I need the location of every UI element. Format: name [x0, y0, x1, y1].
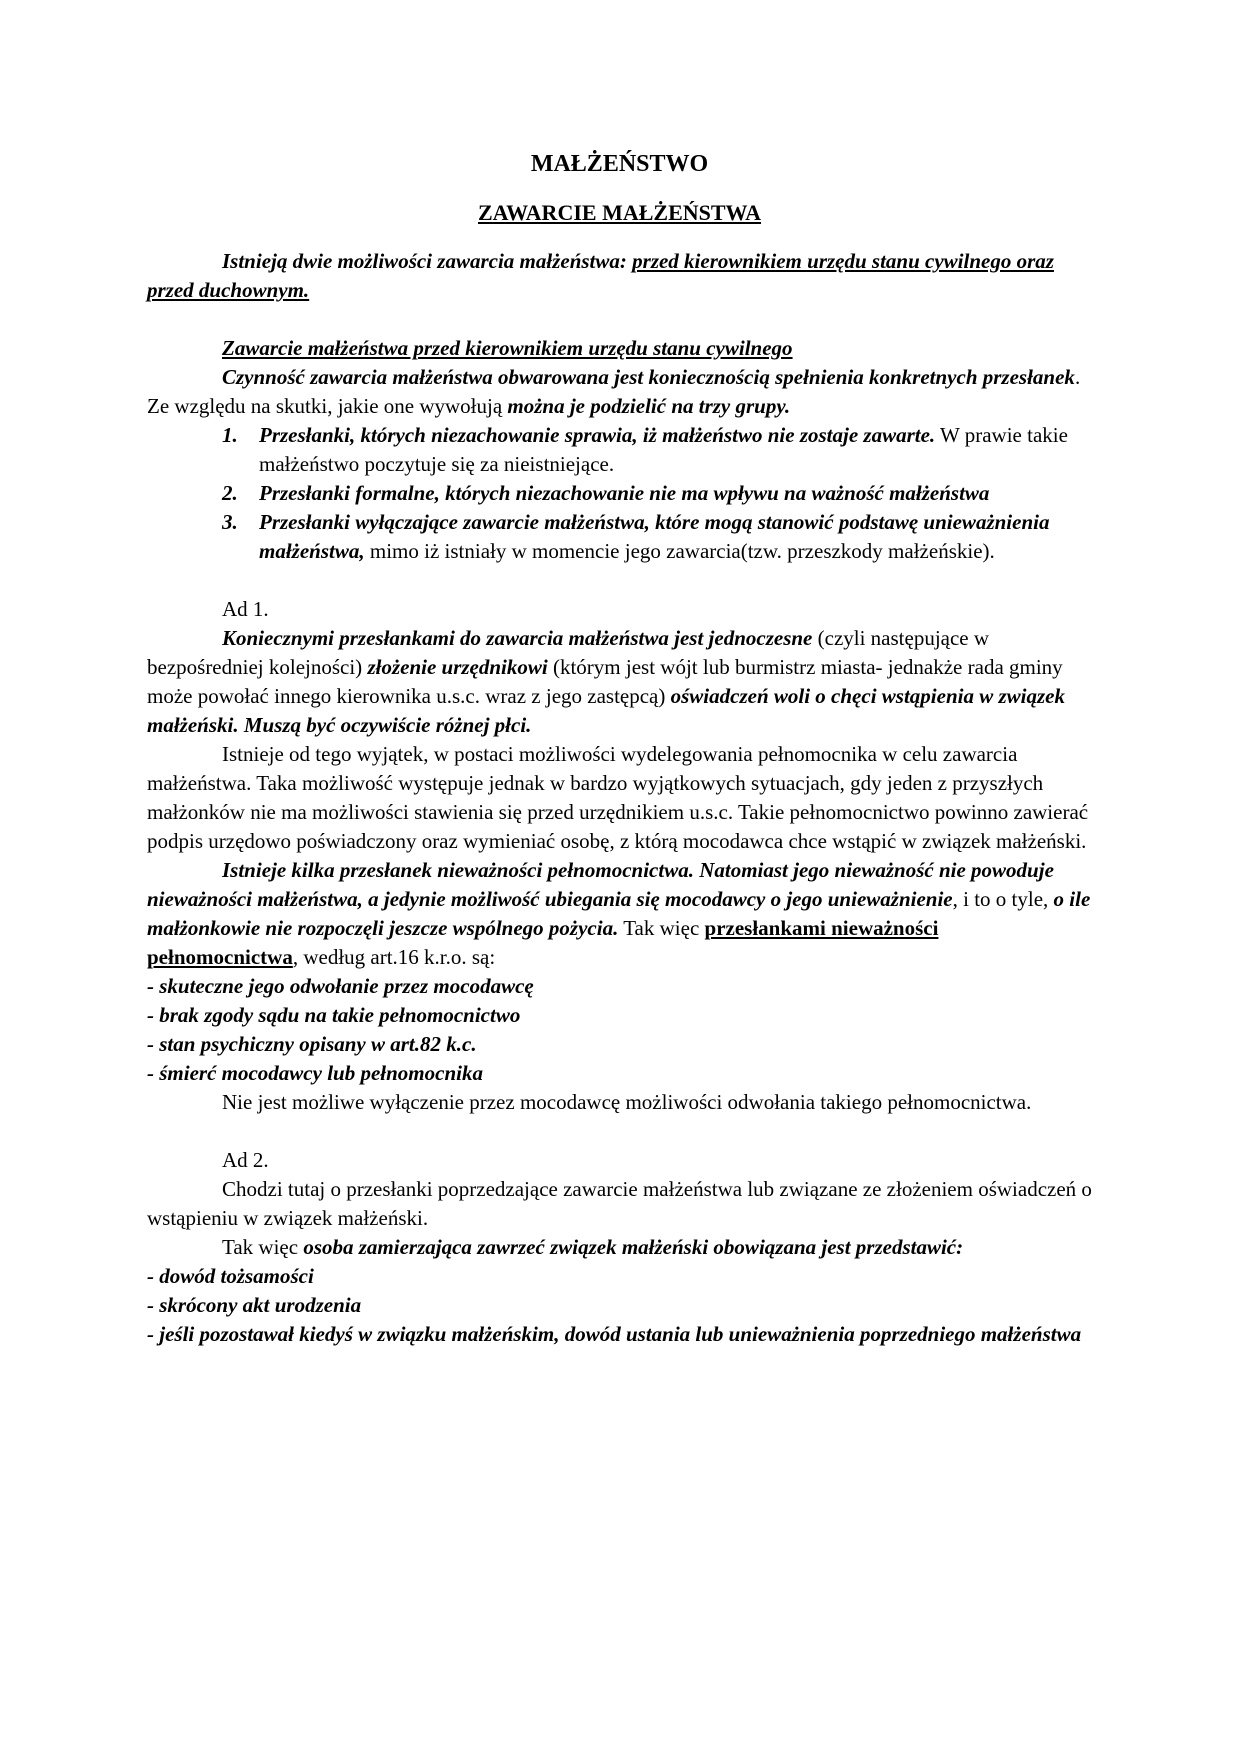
- ad1-p1-bold-2: złożenie urzędnikowi: [367, 655, 548, 679]
- document-title: MAŁŻEŃSTWO: [530, 151, 709, 177]
- document-page: [147, 147, 1092, 1349]
- list-item: - jeśli pozostawał kiedyś w związku małżeńskim, dowód ustania lub unieważnienia poprzedniego małżeństwa: [147, 1322, 1082, 1346]
- ad1-p3-underlined: przesłankami nieważności pełnomocnictwa: [147, 916, 939, 969]
- list-item-plain: mimo iż istniały w momencie jego zawarcia(tzw. przeszkody małżeńskie).: [364, 539, 995, 563]
- ad1-p1-bold-3: oświadczeń woli o chęci wstąpienia w związek małżeński. Muszą być oczywiście różnej płci.: [147, 684, 1065, 737]
- section1-heading-paragraph: [147, 334, 1092, 363]
- ad2-paragraph-1: Chodzi tutaj o przesłanki poprzedzające zawarcie małżeństwa lub związane ze złożeniem oświadczeń o wstąpieniu w związek małżeński.: [147, 1177, 1092, 1230]
- list-item: [222, 508, 1092, 566]
- ad2-label: Ad 2.: [222, 1148, 269, 1172]
- ad1-p1-text-2: (którym jest wójt lub burmistrz miasta- jednakże rada gminy może powołać innego kierownika u.s.c. wraz z jego zastępcą): [147, 655, 1063, 708]
- section1-plain: . Ze względu na skutki, jakie one wywołują: [147, 365, 1081, 418]
- document-subtitle: ZAWARCIE MAŁŻEŃSTWA: [477, 200, 761, 225]
- section1-bold-1: Czynność zawarcia małżeństwa obwarowana jest koniecznością spełnienia konkretnych przesłanek: [222, 365, 1075, 389]
- ad1-paragraph-3: [147, 856, 1092, 972]
- ad1-p3-bold-2: o ile małżonkowie nie rozpoczęli jeszcze wspólnego pożycia.: [147, 887, 1091, 940]
- list-item: [222, 421, 1092, 479]
- conditions-list: [147, 421, 1092, 566]
- intro-underlined: przed kierownikiem urzędu stanu cywilnego oraz przed duchownym.: [147, 249, 1054, 302]
- intro-paragraph: [147, 247, 1092, 305]
- list-item-plain: W prawie takie małżeństwo poczytuje się za nieistniejące.: [259, 423, 1068, 476]
- list-item-bold: Przesłanki formalne, których niezachowanie nie ma wpływu na ważność małżeństwa: [259, 481, 990, 505]
- section1-paragraph: [147, 363, 1092, 421]
- ad1-p1-text-1: (czyli następujące w bezpośredniej kolejności): [147, 626, 990, 679]
- ad1-p3-text-3: , według art.16 k.r.o. są:: [292, 945, 496, 969]
- list-item: - skuteczne jego odwołanie przez mocodawcę: [147, 974, 534, 998]
- intro-lead: Istnieją dwie możliwości zawarcia małżeństwa:: [222, 249, 633, 273]
- ad2-p2-plain: Tak więc: [222, 1235, 304, 1259]
- list-item: [222, 479, 1092, 508]
- list-item-bold: Przesłanki wyłączające zawarcie małżeństwa, które mogą stanowić podstawę unieważnienia małżeństwa,: [259, 510, 1050, 563]
- ad2-paragraph-2: [147, 1233, 1092, 1262]
- list-item: - stan psychiczny opisany w art.82 k.c.: [147, 1032, 477, 1056]
- ad1-p1-bold-1: Koniecznymi przesłankami do zawarcia małżeństwa jest jednoczesne: [222, 626, 813, 650]
- list-item: - śmierć mocodawcy lub pełnomocnika: [147, 1061, 483, 1085]
- list-item: - dowód tożsamości: [147, 1264, 314, 1288]
- list-item: - brak zgody sądu na takie pełnomocnictwo: [147, 1003, 521, 1027]
- list-item-number: 1.: [222, 423, 238, 447]
- section1-bold-2: można je podzielić na trzy grupy.: [507, 394, 791, 418]
- list-item: - skrócony akt urodzenia: [147, 1293, 362, 1317]
- ad1-paragraph-1: [147, 624, 1092, 740]
- ad1-p3-text-2: Tak więc: [618, 916, 705, 940]
- ad1-paragraph-4: Nie jest możliwe wyłączenie przez mocodawcę możliwości odwołania takiego pełnomocnictwa.: [222, 1090, 1032, 1114]
- ad2-p2-bold: osoba zamierzająca zawrzeć związek małżeński obowiązana jest przedstawić:: [303, 1235, 964, 1259]
- ad1-p3-bold-1: Istnieje kilka przesłanek nieważności pełnomocnictwa. Natomiast jego nieważność nie powoduje nieważności małżeństwa, a jedynie możliwość ubiegania się mocodawcy o jego unieważnienie: [147, 858, 1054, 911]
- ad1-paragraph-2: Istnieje od tego wyjątek, w postaci możliwości wydelegowania pełnomocnika w celu zawarcia małżeństwa. Taka możliwość występuje jednak w bardzo wyjątkowych sytuacjach, gdy jeden z przyszłych małżonków nie ma możliwości stawienia się przed urzędnikiem u.s.c. Takie pełnomocnictwo powinno zawierać podpis urzędowo poświadczony oraz wymieniać osobę, z którą mocodawca chce wstąpić w związek małżeński.: [147, 742, 1089, 853]
- ad1-p3-text-1: , i to o tyle,: [952, 887, 1054, 911]
- list-item-bold: Przesłanki, których niezachowanie sprawia, iż małżeństwo nie zostaje zawarte.: [259, 423, 936, 447]
- list-item-number: 3.: [222, 510, 238, 534]
- ad1-label: Ad 1.: [222, 597, 269, 621]
- list-item-number: 2.: [222, 481, 238, 505]
- section1-heading: Zawarcie małżeństwa przed kierownikiem urzędu stanu cywilnego: [222, 336, 793, 360]
